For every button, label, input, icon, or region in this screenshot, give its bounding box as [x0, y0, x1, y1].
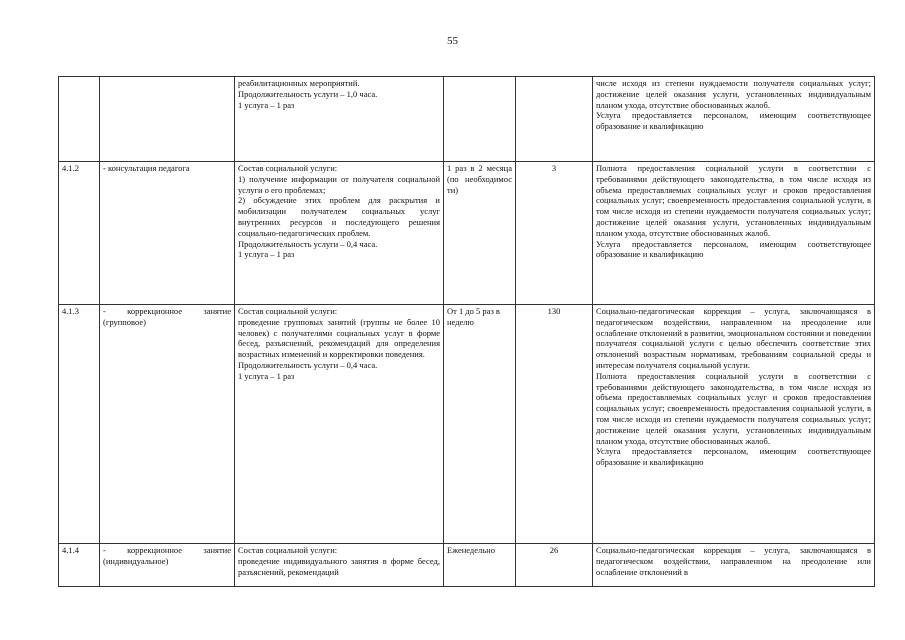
service-name: - консультация педагога: [100, 162, 235, 305]
service-code: 4.1.4: [59, 544, 100, 587]
page-number: 55: [447, 35, 458, 47]
service-content: Состав социальной услуги: проведение групповых занятий (группы не более 10 человек) с получателями социальных услуг в форме бесед, разъяснений, рекомендаций для определения возрастных изменений и корректировки поведения. Продолжительность услуги – 0,4 часа. 1 услуга – 1 раз: [235, 305, 444, 544]
service-content: Состав социальной услуги: 1) получение информации от получателя социальной услуги о его проблемах; 2) обсуждение этих проблем для раскрытия и мобилизации получателем социальных услуг внутренних ресурсов и последующего решения социально-педагогических проблем. Продолжительность услуги – 0,4 часа. 1 услуга – 1 раз: [235, 162, 444, 305]
services-table: [58, 76, 875, 587]
service-name: [100, 77, 235, 162]
service-evaluation: Социально-педагогическая коррекция – услуга, заключающаяся в педагогическом воздействии, направленном на преодоление или ослабление отклонений в: [593, 544, 875, 587]
service-volume: 130: [516, 305, 593, 544]
service-period: [444, 77, 516, 162]
service-evaluation: Социально-педагогическая коррекция – услуга, заключающаяся в педагогическом воздействии, направленном на преодоление или ослабление отклонений в развитии, эмоциональном состоянии и поведении получателя социальной услуги с целью обеспечить соответствие этих отклонений возрастным нормативам, требованиям социальной среды и интересам получателя социальной услуги. Полнота предоставления социальной услуги в соответствии с требованиями действующего законодательства, в том числе исходя из объема предоставляемых социальных услуг и сроков предоставления социальных услуг; своевременность предоставления социальной услуги, в том числе исходя из степени нуждаемости получателя социальных услуг; достижение целей оказания услуги, установленных индивидуальным планом ухода, отсутствие обоснованных жалоб. Услуга предоставляется персоналом, имеющим соответствующее образование и квалификацию: [593, 305, 875, 544]
service-name: - коррекционное занятие (групповое): [100, 305, 235, 544]
table-row: [59, 305, 875, 544]
service-period: Еженедельно: [444, 544, 516, 587]
table-row: [59, 544, 875, 587]
service-period: 1 раз в 2 месяца (по необходимос ти): [444, 162, 516, 305]
service-period: От 1 до 5 раз в неделю: [444, 305, 516, 544]
service-content: реабилитационных мероприятий. Продолжительность услуги – 1,0 часа. 1 услуга – 1 раз: [235, 77, 444, 162]
table-row: [59, 77, 875, 162]
service-code: 4.1.2: [59, 162, 100, 305]
service-evaluation: числе исходя из степени нуждаемости получателя социальных услуг; достижение целей оказания услуги, установленных индивидуальным планом ухода, отсутствие обоснованных жалоб. Услуга предоставляется персоналом, имеющим соответствующее образование и квалификацию: [593, 77, 875, 162]
service-evaluation: Полнота предоставления социальной услуги в соответствии с требованиями действующего законодательства, в том числе исходя из объема предоставляемых социальных услуг и сроков предоставления социальных услуг; своевременность предоставления социальной услуги, в том числе исходя из степени нуждаемости получателя социальных услуг; достижение целей оказания услуги, установленных индивидуальным планом ухода, отсутствие обоснованных жалоб. Услуга предоставляется персоналом, имеющим соответствующее образование и квалификацию: [593, 162, 875, 305]
service-content: Состав социальной услуги: проведение индивидуального занятия в форме бесед, разъяснений, рекомендаций: [235, 544, 444, 587]
service-volume: 26: [516, 544, 593, 587]
service-code: [59, 77, 100, 162]
table-row: [59, 162, 875, 305]
service-code: 4.1.3: [59, 305, 100, 544]
service-name: - коррекционное занятие (индивидуальное): [100, 544, 235, 587]
service-volume: [516, 77, 593, 162]
service-volume: 3: [516, 162, 593, 305]
